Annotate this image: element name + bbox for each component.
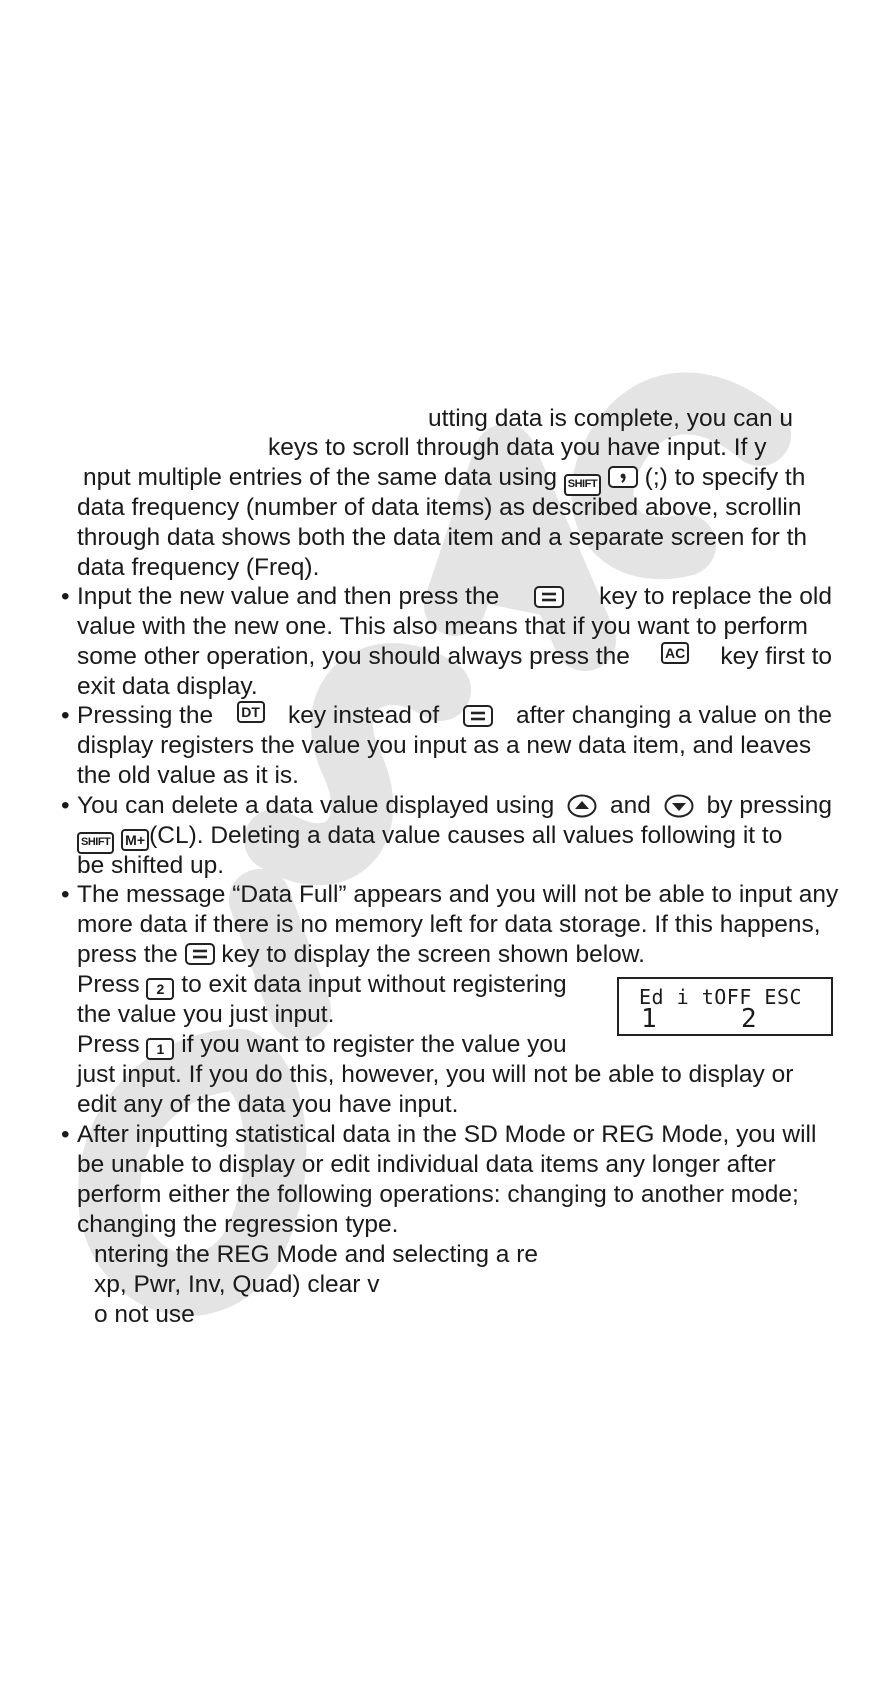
bullet-1: • <box>61 583 70 610</box>
bullet5-line3: perform either the following operations: changing to another mode; <box>77 1181 799 1208</box>
bullet2-line1: Pressing the DT key instead of after changing a value on the <box>77 702 832 729</box>
bullet2-line2: display registers the value you input as a new data item, and leaves <box>77 732 812 759</box>
para1-line4: data frequency (number of data items) as described above, scrollin <box>77 494 802 521</box>
bullet4-line2: more data if there is no memory left for data storage. If this happens, <box>77 911 821 938</box>
bullet3-line3: be shifted up. <box>77 852 225 879</box>
bullet5-line4: changing the regression type. <box>77 1211 399 1238</box>
shift-key-icon: SHIFT <box>77 832 114 854</box>
bullet2-line3: the old value as it is. <box>77 762 299 789</box>
shift-key-icon: SHIFT <box>564 474 601 496</box>
bullet5-line1: After inputting statistical data in the SD Mode or REG Mode, you will <box>77 1121 817 1148</box>
bullet5-line2: be unable to display or edit individual data items any longer after <box>77 1151 776 1178</box>
ac-key-icon: AC <box>661 642 689 664</box>
para1-line6: data frequency (Freq). <box>77 554 320 581</box>
equals-key-icon <box>463 701 493 731</box>
bullet5-line5: ntering the REG Mode and selecting a re <box>94 1241 538 1268</box>
bullet1-line1: Input the new value and then press the key to replace the old <box>77 583 832 610</box>
m-plus-key-icon: M+ <box>121 829 149 851</box>
bullet1-line2: value with the new one. This also means that if you want to perform <box>77 613 808 640</box>
equals-key-icon <box>185 943 215 965</box>
lcd-option-2: 2 <box>741 1004 757 1034</box>
para1-line5: through data shows both the data item and a separate screen for th <box>77 524 808 551</box>
bullet5-line7: o not use <box>94 1301 195 1328</box>
bullet4-line4: Press 2 to exit data input without registering <box>77 971 567 998</box>
up-arrow-key-icon <box>567 791 597 821</box>
calculator-lcd-display <box>617 977 833 1036</box>
para1-line3: nput multiple entries of the same data using SHIFT (;) to specify th <box>83 463 805 496</box>
bullet4-line7: just input. If you do this, however, you will not be able to display or <box>77 1061 794 1088</box>
bullet5-line6: xp, Pwr, Inv, Quad) clear v <box>94 1271 380 1298</box>
bullet-4: • <box>61 881 70 908</box>
para1-line1: utting data is complete, you can u <box>428 405 793 432</box>
lcd-menu-text: Ed i tOFF ESC <box>639 985 803 1009</box>
bullet-5: • <box>61 1121 70 1148</box>
bullet1-line3: some other operation, you should always press the AC key first to <box>77 643 832 670</box>
bullet1-line4: exit data display. <box>77 673 258 700</box>
bullet4-line3: press the key to display the screen shown below. <box>77 941 645 968</box>
bullet-2: • <box>61 702 70 729</box>
bullet3-line1: You can delete a data value displayed using and by pressing <box>77 792 832 819</box>
two-key-icon: 2 <box>146 978 174 1000</box>
bullet-3: • <box>61 792 70 819</box>
bullet4-line6: Press 1 if you want to register the value you <box>77 1031 567 1058</box>
equals-key-icon <box>534 582 564 612</box>
bullet4-line8: edit any of the data you have input. <box>77 1091 459 1118</box>
bullet3-line2: SHIFT M+ (CL). Deleting a data value causes all values following it to <box>77 821 782 854</box>
bullet4-line5: the value you just input. <box>77 1001 335 1028</box>
comma-key-icon <box>608 466 638 488</box>
para1-line2: keys to scroll through data you have input. If y <box>268 434 767 461</box>
dt-key-icon: DT <box>237 701 265 723</box>
lcd-option-1: 1 <box>641 1004 657 1034</box>
bullet4-line1: The message “Data Full” appears and you will not be able to input any <box>77 881 839 908</box>
one-key-icon: 1 <box>146 1038 174 1060</box>
down-arrow-key-icon <box>664 791 694 821</box>
